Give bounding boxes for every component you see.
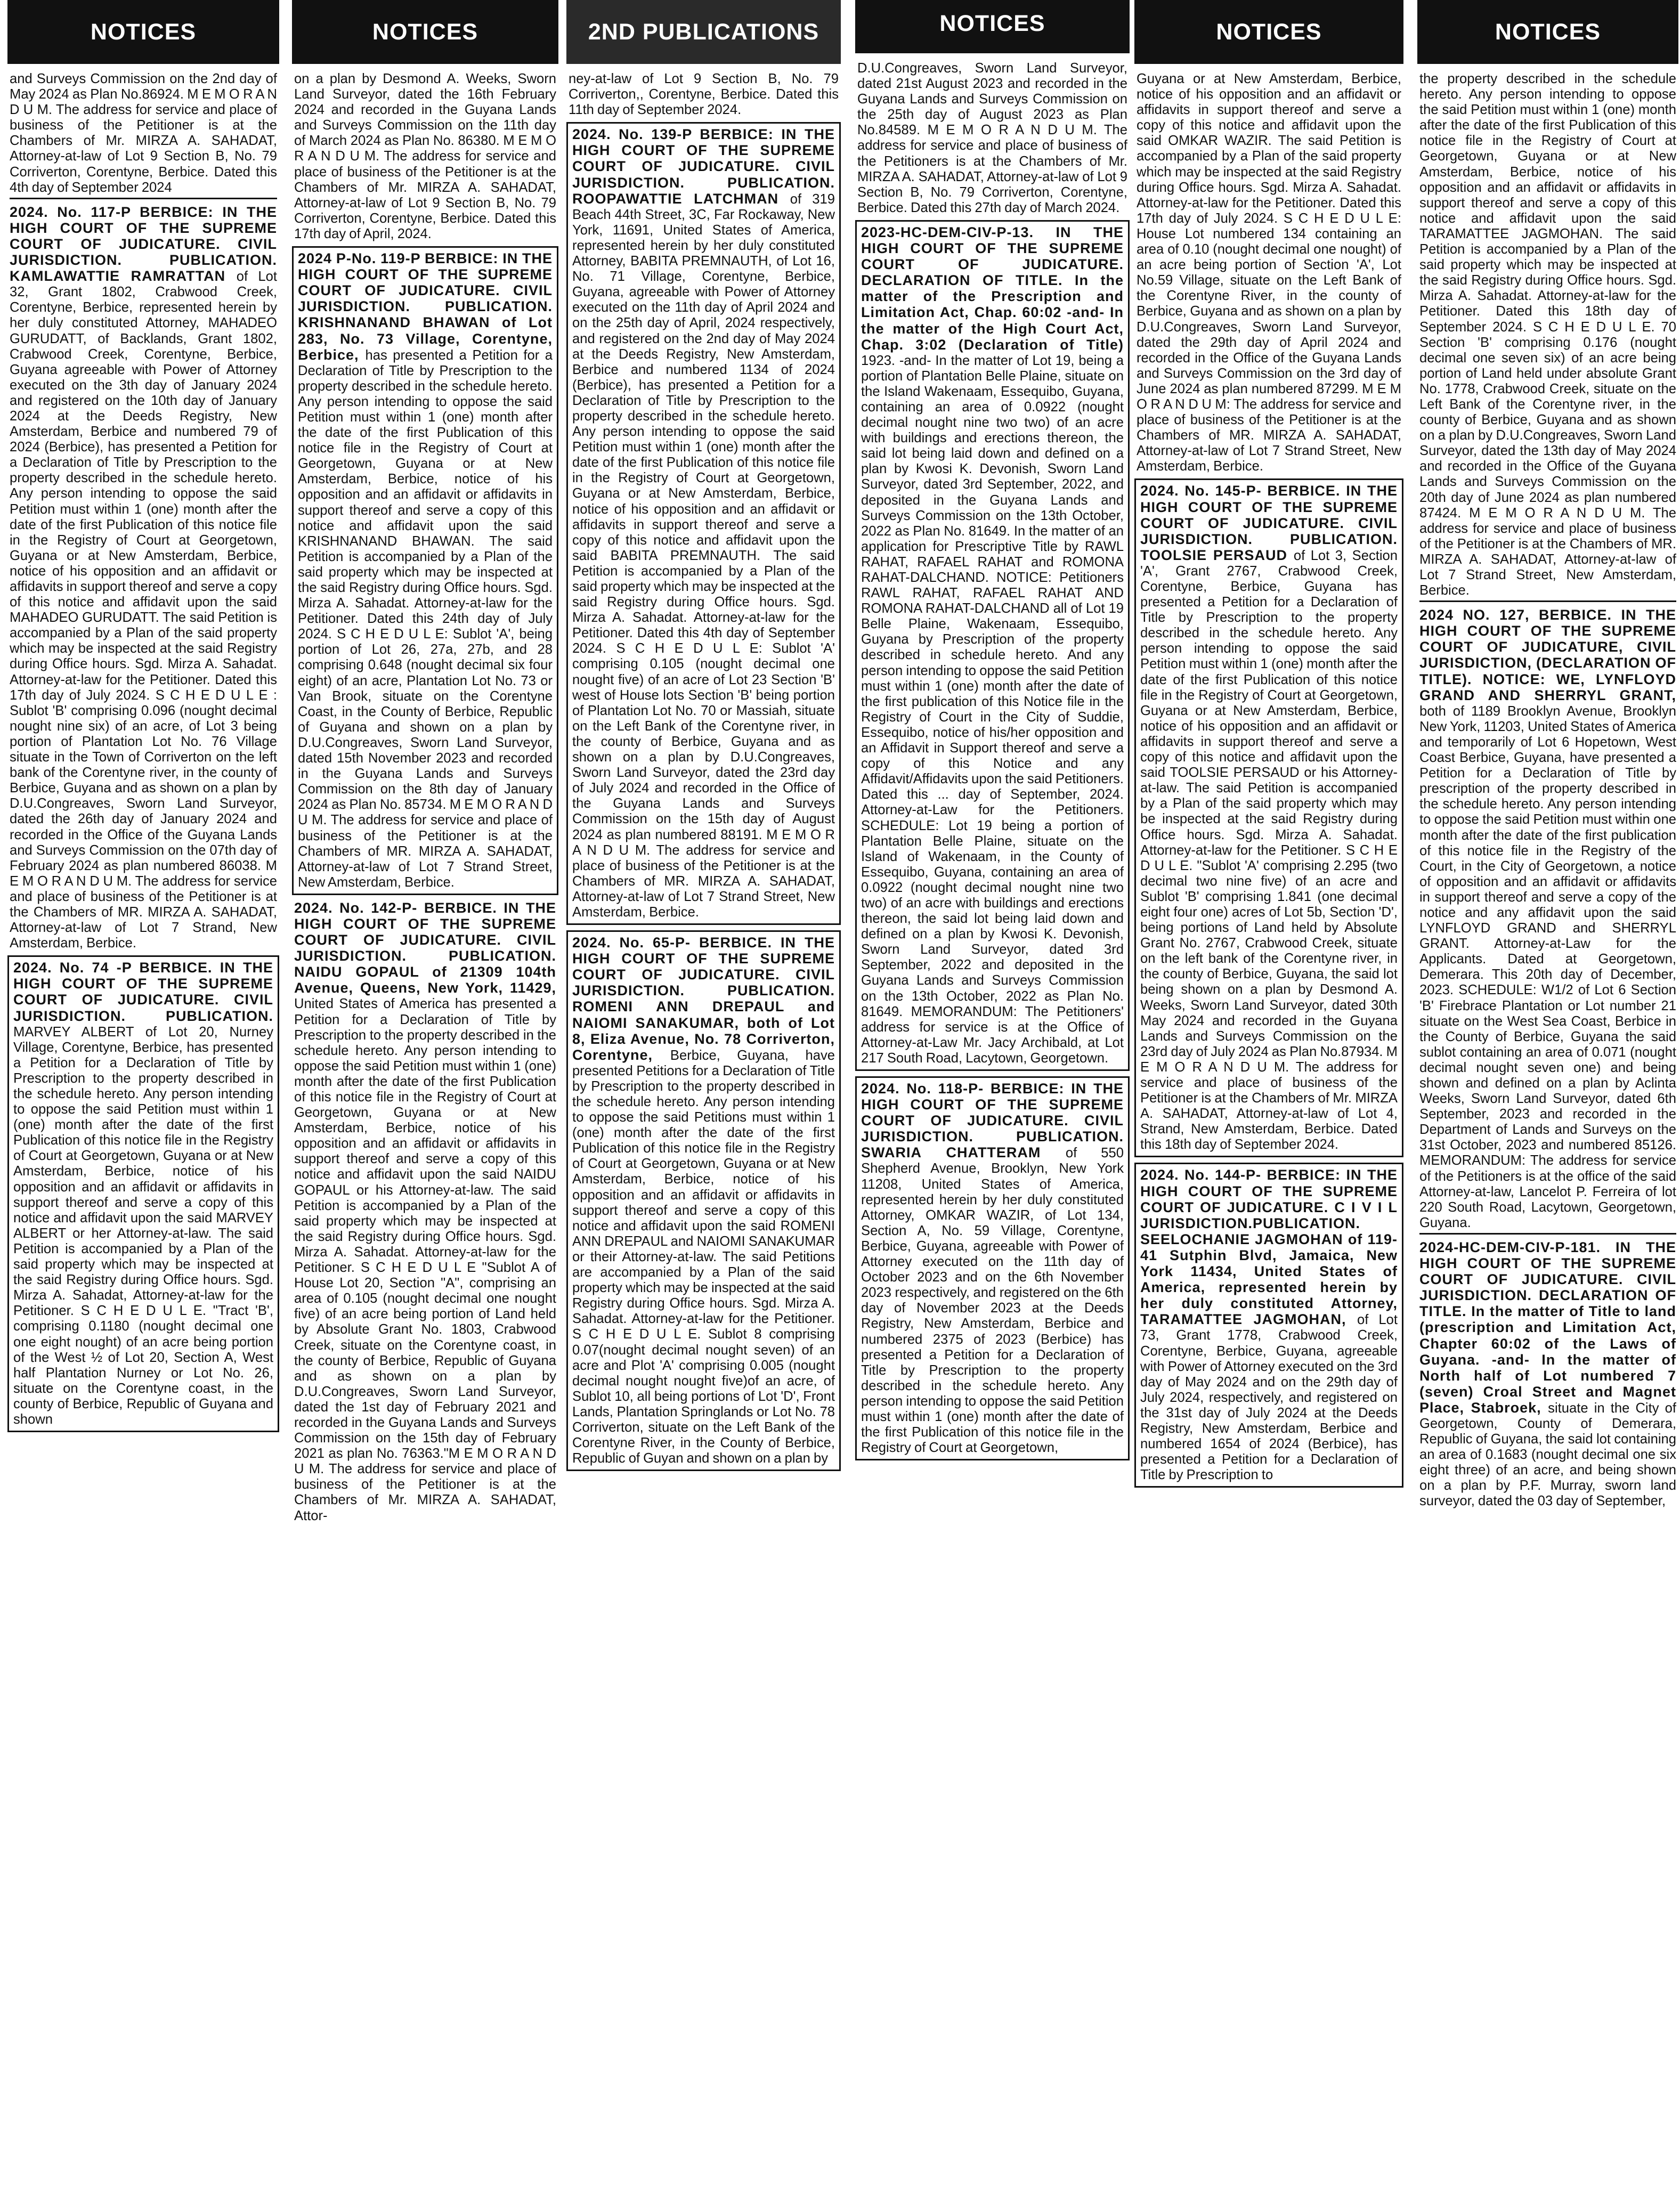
notice-heading: 2024. No. 145-P- BERBICE. IN THE HIGH COURT OF THE SUPREME COURT OF JUDICATURE. CIVIL JURISDICTION. PUBLICATION. TOOLSIE PERSAUD	[1140, 483, 1398, 563]
notice-continuation: and Surveys Commission on the 2nd day of May 2024 as Plan No.86924. M E M O R A N D U M. The address for service and place of business of the Petitioner is at the Chambers of Mr. MIRZA A. SAHADAT, Attorney-at-law of Lot 9 Section B, No. 79 Corriverton, Corentyne, Berbice. Dated this 4th day of September 2024	[10, 71, 277, 199]
notice-body: of 550 Shepherd Avenue, Brooklyn, New York 11208, United States of America, represented herein by her duly constituted Attorney, OMKAR WAZIR, of Lot 134, Section A, No. 59 Village, Corentyne, Berbice, Guyana, agreeable with Power of Attorney executed on the 11th day of October 2023 and on the 6th November 2023 respectively, and registered on the 6th day of November 2023 at the Deeds Registry, New Amsterdam, Berbice and numbered 2375 of 2023 (Berbice) has presented a Petition for a Declaration of Title by Prescription to the property described in the schedule hereto. Any person intending to oppose the said Petition must within 1 (one) month after the date of the first Publication of this notice file in the Registry of Court at Georgetown,	[861, 1146, 1124, 1456]
notice-heading: 2024. No. 139-P BERBICE: IN THE HIGH COURT OF THE SUPREME COURT OF JUDICATURE. CIVIL JURISDICTION. PUBLICATION. ROOPAWATTIE LATCHMAN	[572, 126, 835, 207]
notice-continuation: on a plan by Desmond A. Weeks, Sworn Land Surveyor, dated the 16th February 2024 and recorded in the Guyana Lands and Surveys Commission on the 11th day of March 2024 as Plan No. 86380. M E M O R A N D U M. The address for service and place of business of the Petitioner is at the Chambers of Mr. MIRZA A. SAHADAT, Attorney-at-law of Lot 9 Section B, No. 79 Corriverton, Corentyne, Berbice. Dated this 17th day of April, 2024.	[294, 71, 556, 241]
notice-heading: 2024. No. 117-P BERBICE: IN THE HIGH COURT OF THE SUPREME COURT OF JUDICATURE. CIVIL JURISDICTION. PUBLICATION. KAMLAWATTIE RAMRATTAN	[10, 204, 277, 285]
notice-boxed	[855, 220, 1130, 1071]
notice-body: Berbice, Guyana, have presented Petitions for a Declaration of Title by Prescription to the property described in the schedule hereto. Any person intending to oppose the said Petitions must within 1 (one) month after the date of the first Publication of this notice file in the Registry of Court at Georgetown, Guyana or at New Amsterdam, Berbice, notice of his opposition and an affidavit or affidavits in support thereof and serve a copy of this notice and affidavit upon the said ROMENI ANN DREPAUL and NAIOMI SANAKUMAR or their Attorney-at-law. The said Petitions are accompanied by a Plan of the said property which may be inspected at the said Registry during Office hours. Sgd. Mirza A. Sahadat. Attorney-at-law for the Petitioner. S C H E D U L E. Sublot 8 comprising 0.07(nought decimal nought seven) of an acre and Plot 'A' comprising 0.005 (nought decimal nought nought five)of an acre, of Sublot 10, all being portions of Lot 'D', Front Lands, Plantation Springlands or Lot No. 78 Corriverton, situate on the Left Bank of the Corentyne River, in the County of Berbice, Republic of Guyan and shown on a plan by	[572, 1048, 835, 1466]
notice-heading: 2024 NO. 127, BERBICE. IN THE HIGH COURT OF THE SUPREME COURT OF JUDICATURE, CIVIL JURISDICTION, (DECLARATION OF TITLE). NOTICE: WE, LYNFLOYD GRAND AND SHERRYL GRANT,	[1419, 607, 1676, 703]
notice-heading: 2024 P-No. 119-P BERBICE: IN THE HIGH COURT OF THE SUPREME COURT OF JUDICATURE. CIVIL JURISDICTION. PUBLICATION. KRISHNANAND BHAWAN of Lot 283, No. 73 Village, Corentyne, Berbice,	[298, 250, 553, 363]
notice-body: MARVEY ALBERT of Lot 20, Nurney Village, Corentyne, Berbice, has presented a Petition for a Declaration of Title by Prescription to the property described in the schedule hereto. Any person intending to oppose the said Petition must within 1 (one) month after the date of the first Publication of this notice file in the Registry of Court at Georgetown, Guyana or at New Amsterdam, Berbice, notice of his opposition and an affidavit or affidavits in support thereof and serve a copy of this notice and affidavit upon the said MARVEY ALBERT or her Attorney-at-law. The said Petition is accompanied by a Plan of the said property which may be inspected at the said Registry during Office hours. Sgd. Mirza A. Sahadat, Attorney-at-law for the Petitioner. S C H E D U L E. "Tract 'B', comprising 0.1180 (nought decimal one one eight nought) of an acre being portion of the West ½ of Lot 20, Section A, West half Plantation Nurney or Lot No. 26, situate on the Corentyne coast, in the county of Berbice, Republic of Guyana and shown	[13, 1024, 273, 1427]
notice-heading: 2024. No. 142-P- BERBICE. IN THE HIGH COURT OF THE SUPREME COURT OF JUDICATURE. CIVIL JURISDICTION. PUBLICATION. NAIDU GOPAUL of 21309 104th Avenue, Queens, New York, 11429,	[294, 899, 556, 996]
notice-body: of Lot 73, Grant 1778, Crabwood Creek, Corentyne, Berbice, Guyana, agreeable with Power of Attorney executed on the 3rd day of May 2024 and on the 29th day of July 2024, respectively, and registered on the 31st day of July 2024 at the Deeds Registry, New Amsterdam, Berbice and numbered 1654 of 2024 (Berbice), has presented a Petition for a Declaration of Title by Prescription to	[1140, 1312, 1398, 1483]
column-6	[1417, 0, 1678, 2208]
notice-boxed	[855, 1076, 1130, 1460]
notice-heading: 2024. No. 144-P- BERBICE: IN THE HIGH COURT OF THE SUPREME COURT OF JUDICATURE. C I V I L JURISDICTION.PUBLICATION. SEELOCHANIE JAGMOHAN of 119-41 Sutphin Blvd, Jamaica, New York 11434, United States of America, represented herein by her duly constituted Attorney, TARAMATTEE JAGMOHAN,	[1140, 1167, 1398, 1328]
notice-heading: 2024. No. 65-P- BERBICE. IN THE HIGH COURT OF THE SUPREME COURT OF JUDICATURE. CIVIL JURISDICTION. PUBLICATION. ROMENI ANN DREPAUL and NAIOMI SANAKUMAR, both of Lot 8, Eliza Avenue, No. 78 Corriverton, Corentyne,	[572, 935, 835, 1063]
notice-body: of Lot 3, Section 'A', Grant 2767, Crabwood Creek, Corentyne, Berbice, Guyana has presented a Petition for a Declaration of Title by Prescription to the property described in the schedule hereto. Any person intending to oppose the said Petition must within 1 (one) month after the date of the first Publication of this notice file in the Registry of Court at Georgetown, Guyana or at New Amsterdam, Berbice, notice of his opposition and an affidavit or affidavits in support thereof and serve a copy of this notice and affidavit upon the said TOOLSIE PERSAUD or his Attorney-at-law. The said Petition is accompanied by a Plan of the said property which may be inspected at the said Registry during Office hours. Sgd. Mirza A. Sahadat. Attorney-at-law for the Petitioner. S C H E D U L E. "Sublot 'A' comprising 2.295 (two decimal two nine five) of an acre and Sublot 'B' comprising 1.841 (one decimal eight four one) acres of Lot 5b, Section 'D', being portions of Land held by Absolute Grant No. 2767, Crabwood Creek, situate on the left bank of the Corentyne river, in the county of Berbice, Guyana, the said lot being shown on a plan by Desmond A. Weeks, Sworn Land Surveyor, dated 30th May 2024 and recorded in the Guyana Lands and Surveys Commission on the 23rd day of July 2024 as Plan No.87934. M E M O R A N D U M. The address for service and place of business of the Petitioner is at the Chambers of Mr. MIRZA A. SAHADAT, Attorney-at-law of Lot 4, Strand, New Amsterdam, Berbice. Dated this 18th day of September 2024.	[1140, 548, 1398, 1152]
section-header: NOTICES	[1134, 0, 1403, 64]
column-4	[855, 0, 1130, 2208]
notice-continuation: ney-at-law of Lot 9 Section B, No. 79 Corriverton,, Corentyne, Berbice. Dated this 11th day of September 2024.	[569, 71, 839, 118]
section-header: NOTICES	[292, 0, 558, 64]
column-1	[7, 0, 279, 2208]
notice-boxed	[7, 955, 279, 1432]
notice-body: United States of America has presented a Petition for a Declaration of Title by Prescription to the property described in the schedule hereto. Any person intending to oppose the said Petition must within 1 (one) month after the date of the first Publication of this notice file in the Registry of Court at Georgetown, Guyana or at New Amsterdam, Berbice, notice of his opposition and an affidavit or affidavits in support thereof and serve a copy of this notice and affidavit upon the said NAIDU GOPAUL or his Attorney-at-law. The said Petition is accompanied by a Plan of the said property which may be inspected at the said Registry during Office hours. Sgd. Mirza A. Sahadat. Attorney-at-law for the Petitioner. S C H E D U L E "Sublot A of House Lot 20, Section "A", comprising an area of 0.105 (nought decimal one nought five) of an acre being portion of Land held by Absolute Grant No. 1803, Crabwood Creek, situate on the Corentyne coast, in the county of Berbice, Republic of Guyana and as shown on a plan by D.U.Congreaves, Sworn Land Surveyor, dated the 1st day of February 2021 and recorded in the Guyana Lands and Surveys Commission on the 15th day of February 2021 as plan No. 76363."M E M O R A N D U M. The address for service and place of business of the Petitioner is at the Chambers of Mr. MIRZA A. SAHADAT, Attor-	[294, 996, 556, 1523]
notice-boxed	[566, 122, 841, 925]
notice-body: both of 1189 Brooklyn Avenue, Brooklyn New York, 11203, United States of America and temporarily of Lot 6 Hopetown, West Coast Berbice, Guyana, have presented a Petition for a Declaration of Title by prescription of the property described in the schedule hereto. Any person intending to oppose the said Petition must within one month after the date of the first publication of this notice file in the Registry of the Court, in the City of Georgetown, a notice of opposition and an affidavit or affidavits in support thereof and serve a copy of the notice and any affidavit upon the said LYNFLOYD GRAND and SHERRYL GRANT. Attorney-at-Law for the Applicants. Dated at Georgetown, Demerara. This 20th day of December, 2023. SCHEDULE: W1/2 of Lot 6 Section 'B' Firebrace Plantation or Lot number 21 situate on the West Sea Coast, Berbice in the County of Berbice, Guyana the said sublot containing an area of 0.071 (nought decimal nought seven one) and being shown and defined on a plan by Aclinta Weeks, Sworn Land Surveyor, dated 6th September, 2023 and recorded in the Department of Lands and Surveys on the 31st October, 2023 and numbered 85126. MEMORANDUM: The address for service of the Petitioners is at the office of the said Attorney-at-law, Lancelot P. Ferreira of lot 220 South Road, Lacytown, Georgetown, Guyana.	[1419, 703, 1676, 1230]
section-header: NOTICES	[7, 0, 279, 64]
notice-continuation: D.U.Congreaves, Sworn Land Surveyor, dated 21st August 2023 and recorded in the Guyana Lands and Surveys Commission on the 25th day of August 2023 as Plan No.84589. M E M O R A N D U M. The address for service and place of business of the Petitioners is at the Chambers of Mr. MIRZA A. SAHADAT, Attorney-at-law of Lot 9 Section B, No. 79 Corriverton, Corentyne, Berbice. Dated this 27th day of March 2024.	[857, 61, 1127, 215]
notice-body: 1923. -and- In the matter of Lot 19, being a portion of Plantation Belle Plaine, situate on the Island Wakenaam, Essequibo, Guyana, containing an area of 0.0922 (nought decimal nought nine two two) of an acre with buildings and erections thereon, the said lot being laid down and defined on a plan by Kwosi K. Devonish, Sworn Land Surveyor, dated 3rd September, 2022, and deposited in the Guyana Lands and Surveys Commission on the 13th October, 2022 as Plan No. 81649. In the matter of an application for Prescriptive Title by RAWL RAHAT, RAFAEL RAHAT and ROMONA RAHAT-DALCHAND. NOTICE: Petitioners RAWL RAHAT, RAFAEL RAHAT AND ROMONA RAHAT-DALCHAND all of Lot 19 Belle Plaine, Wakenaam, Essequibo, Guyana by Prescription of the property described in schedule hereto. And any person intending to oppose the said Petition must within 1 (one) month after the date of the first publication of this Notice file in the Registry of Court in the City of Suddie, Essequibo, notice of his/her opposition and an Affidavit in Support thereof and serve a copy of this Notice and any Affidavit/Affidavits upon the said Petitioners. Dated this ... day of September, 2024. Attorney-at-Law for the Petitioners. SCHEDULE: Lot 19 being a portion of Plantation Belle Plaine, situate on the Island of Wakenaam, in the County of Essequibo, Guyana, containing an area of 0.0922 (nought decimal nought nine two two) of an acre with buildings and erections thereon, the said lot being laid down and defined on a plan by Kwosi K. Devonish, Sworn Land Surveyor, dated 3rd September, 2022 and deposited in the Guyana Lands and Surveys Commission on the 13th October, 2022 as Plan No. 81649. MEMORANDUM: The Petitioners' address for service is at the Office of Attorney-at-Law Mr. Jacy Archibald, at Lot 217 South Road, Lacytown, Georgetown.	[861, 353, 1124, 1066]
column-2	[292, 0, 558, 2208]
notice-heading: 2024-HC-DEM-CIV-P-181. IN THE HIGH COURT OF THE SUPREME COURT OF JUDICATURE. CIVIL JURISDICTION. DECLARATION OF TITLE. In the matter of Title to land (prescription and Limitation Act, Chapter 60:02 of the Laws of Guyana. -and- In the matter of North half of Lot numbered 7 (seven) Croal Street and Magnet Place, Stabroek,	[1419, 1239, 1676, 1416]
notice-boxed	[1134, 478, 1403, 1157]
column-3	[566, 0, 841, 2208]
notice-body: situate in the City of Georgetown, County of Demerara, Republic of Guyana, the said lot containing an area of 0.1683 (nought decimal one six eight three) of an acre, and being shown on a plan by P.F. Murray, sworn land surveyor, dated the 03 day of September,	[1419, 1400, 1676, 1509]
notice-body: of 319 Beach 44th Street, 3C, Far Rockaway, New York, 11691, United States of America, represented herein by her duly constituted Attorney, BABITA PREMNAUTH, of Lot 16, No. 71 Village, Corentyne, Berbice, Guyana, agreeable with Power of Attorney executed on the 11th day of April 2024 and on the 25th day of April, 2024 respectively, and registered on the 2nd day of May 2024 at the Deeds Registry, New Amsterdam, Berbice and numbered 1134 of 2024 (Berbice), has presented a Petition for a Declaration of Title by Prescription to the property described in the schedule hereto. Any person intending to oppose the said Petition must within 1 (one) month after the date of the first Publication of this notice file in the Registry of Court at Georgetown, Guyana or at New Amsterdam, Berbice, notice of his opposition and an affidavit or affidavits in support thereof and serve a copy of this notice and affidavit upon the said BABITA PREMNAUTH. The said Petition is accompanied by a Plan of the said property which may be inspected at the said Registry during Office hours. Sgd. Mirza A. Sahadat. Attorney-at-law for the Petitioner. Dated this 4th day of September 2024. S C H E D U L E: Sublot 'A' comprising 0.105 (nought decimal one nought five) of an acre of Lot 23 Section 'B' west of House lots Section 'B' being portion of Plantation Lot No. 70 or Massiah, situate on the Left Bank of the Corentyne river, in the county of Berbice, Guyana and as shown on a plan by D.U.Congreaves, Sworn Land Surveyor, dated the 23rd day of July 2024 and recorded in the Office of the Guyana Lands and Surveys Commission on the 15th day of August 2024 as plan numbered 88191. M E M O R A N D U M. The address for service and place of business of the Petitioner is at the Chambers of MR. MIRZA A. SAHADAT, Attorney-at-law of Lot 7 Strand Street, New Amsterdam, Berbice.	[572, 191, 835, 920]
notice-continuation: Guyana or at New Amsterdam, Berbice, notice of his opposition and an affidavit or affidavits in support thereof and serve a copy of this notice and affidavit upon the said OMKAR WAZIR. The said Petition is accompanied by a Plan of the said property which may be inspected at the said Registry during Office hours. Sgd. Mirza A. Sahadat. Attorney-at-law for the Petitioner. Dated this 17th day of July 2024. S C H E D U L E: House Lot numbered 134 containing an area of 0.10 (nought decimal one nought) of an acre being portion of Section 'A', Lot No.59 Village, situate on the Left Bank of the Corentyne River, in the county of Berbice, Guyana and as shown on a plan by D.U.Congreaves, Sworn Land Surveyor, dated the 29th day of April 2024 and recorded in the Office of the Guyana Lands and Surveys Commission on the 3rd day of June 2024 as plan numbered 87299. M E M O R A N D U M: The address for service and place of business of the Petitioner is at the Chambers of MR. MIRZA A. SAHADAT, Attorney-at-law of Lot 7 Strand Street, New Amsterdam, Berbice.	[1137, 71, 1401, 474]
notice-heading: 2024. No. 118-P- BERBICE: IN THE HIGH COURT OF THE SUPREME COURT OF JUDICATURE. CIVIL JURISDICTION. PUBLICATION. SWARIA CHATTERAM	[861, 1081, 1124, 1161]
column-5	[1134, 0, 1403, 2208]
notice-boxed	[1134, 1163, 1403, 1488]
notice-body: of Lot 32, Grant 1802, Crabwood Creek, Corentyne, Berbice, represented herein by her duly constituted Attorney, MAHADEO GURUDATT, of Backlands, Grant 1802, Crabwood Creek, Corentyne, Berbice, Guyana agreeable with Power of Attorney executed on the 3th day of January 2024 and registered on the 10th day of January 2024 at the Deeds Registry, New Amsterdam, Berbice and numbered 79 of 2024 (Berbice), has presented a Petition for a Declaration of Title by Prescription to the property described in the schedule hereto. Any person intending to oppose the said Petition must within 1 (one) month after the date of the first Publication of this notice file in the Registry of Court at Georgetown, Guyana or at New Amsterdam, Berbice, notice of his opposition and an affidavit or affidavits in support thereof and serve a copy of this notice and affidavit upon the said MAHADEO GURUDATT. The said Petition is accompanied by a Plan of the said property which may be inspected at the said Registry during Office hours. Sgd. Mirza A. Sahadat. Attorney-at-law for the Petitioner. Dated this 17th day of July 2024. S C H E D U L E : Sublot 'B' comprising 0.096 (nought decimal nought nine six) of an acre, of Lot 3 being portion of Plantation Lot No. 76 Village situate in the Town of Corriverton on the left bank of the Corentyne river, in the county of Berbice, Guyana and as shown on a plan by D.U.Congreaves, Sworn Land Surveyor, dated the 26th day of January 2024 and recorded in the Office of the Guyana Lands and Surveys Commission on the 07th day of February 2024 as plan numbered 86038. M E M O R A N D U M. The address for service and place of business of the Petitioner is at the Chambers of MR. MIRZA A. SAHADAT, Attorney-at-law of Lot 7 Strand, New Amsterdam, Berbice.	[10, 269, 277, 951]
notice-heading: 2024. No. 74 -P BERBICE. IN THE HIGH COURT OF THE SUPREME COURT OF JUDICATURE. CIVIL JURISDICTION. PUBLICATION.	[13, 960, 273, 1024]
notice	[294, 900, 556, 1524]
notice-boxed	[292, 246, 558, 895]
section-header: NOTICES	[855, 0, 1130, 53]
section-header: NOTICES	[1417, 0, 1678, 64]
notice	[1419, 607, 1676, 1235]
notice-body: has presented a Petition for a Declaration of Title by Prescription to the property described in the schedule hereto. Any person intending to oppose the said Petition must within 1 (one) month after the date of the first Publication of this notice file in the Registry of Court at Georgetown, Guyana or at New Amsterdam, Berbice, notice of his opposition and an affidavit or affidavits in support thereof and serve a copy of this notice and affidavit upon the said KRISHNANAND BHAWAN. The said Petition is accompanied by a Plan of the said property which may be inspected at the said Registry during Office hours. Sgd. Mirza A. Sahadat. Attorney-at-law for the Petitioner. Dated this 24th day of July 2024. S C H E D U L E: Sublot 'A', being portion of Lot 26, 27a, 27b, and 28 comprising 0.648 (nought decimal six four eight) of an acre, Plantation Lot No. 73 or Van Brook, situate on the Corentyne Coast, in the County of Berbice, Republic of Guyana and shown on a plan by D.U.Congreaves, Sworn Land Surveyor, dated 15th November 2023 and recorded in the Guyana Lands and Surveys Commission on the 8th day of January 2024 as Plan No. 85734. M E M O R A N D U M. The address for service and place of business of the Petitioner is at the Chambers of MR. MIRZA A. SAHADAT, Attorney-at-law of Lot 7 Strand Street, New Amsterdam, Berbice.	[298, 347, 553, 890]
notice-boxed	[566, 930, 841, 1471]
notice	[1419, 1240, 1676, 1509]
notice-continuation: the property described in the schedule hereto. Any person intending to oppose the said Petition must within 1 (one) month after the date of the first Publication of this notice file in the Registry of Court at Georgetown, Guyana or at New Amsterdam, Berbice, notice of his opposition and an affidavit or affidavits in support thereof and serve a copy of this notice and affidavit upon the said TARAMATTEE JAGMOHAN. The said Petition is accompanied by a Plan of the said property which may be inspected at the said Registry during Office hours. Sgd. Mirza A. Sahadat. Attorney-at-law for the Petitioner. Dated this 18th day of September 2024. S C H E D U L E. 70 Section 'B' comprising 0.176 (nought decimal one seven six) of an acre being portion of Land held under absolute Grant No. 1778, Crabwood Creek, situate on the Left Bank of the Corentyne river, in the county of Berbice, Guyana and as shown on a plan by D.U.Congreaves, Sworn Land Surveyor, dated the 13th day of May 2024 and recorded in the Office of the Guyana Lands and Surveys Commission on the 20th day of June 2024 as plan numbered 87424. M E M O R A N D U M. The address for service and place of business of the Petitioner is at the Chambers of MR. MIRZA A. SAHADAT, Attorney-at-law of Lot 7 Strand Street, New Amsterdam, Berbice.	[1419, 71, 1676, 602]
section-header: 2ND PUBLICATIONS	[566, 0, 841, 64]
notice	[10, 205, 277, 952]
notice-heading: 2023-HC-DEM-CIV-P-13. IN THE HIGH COURT OF THE SUPREME COURT OF JUDICATURE. DECLARATION OF TITLE. In the matter of the Prescription and Limitation Act, Chap. 60:02 -and- In the matter of the High Court Act, Chap. 3:02 (Declaration of Title)	[861, 224, 1124, 353]
